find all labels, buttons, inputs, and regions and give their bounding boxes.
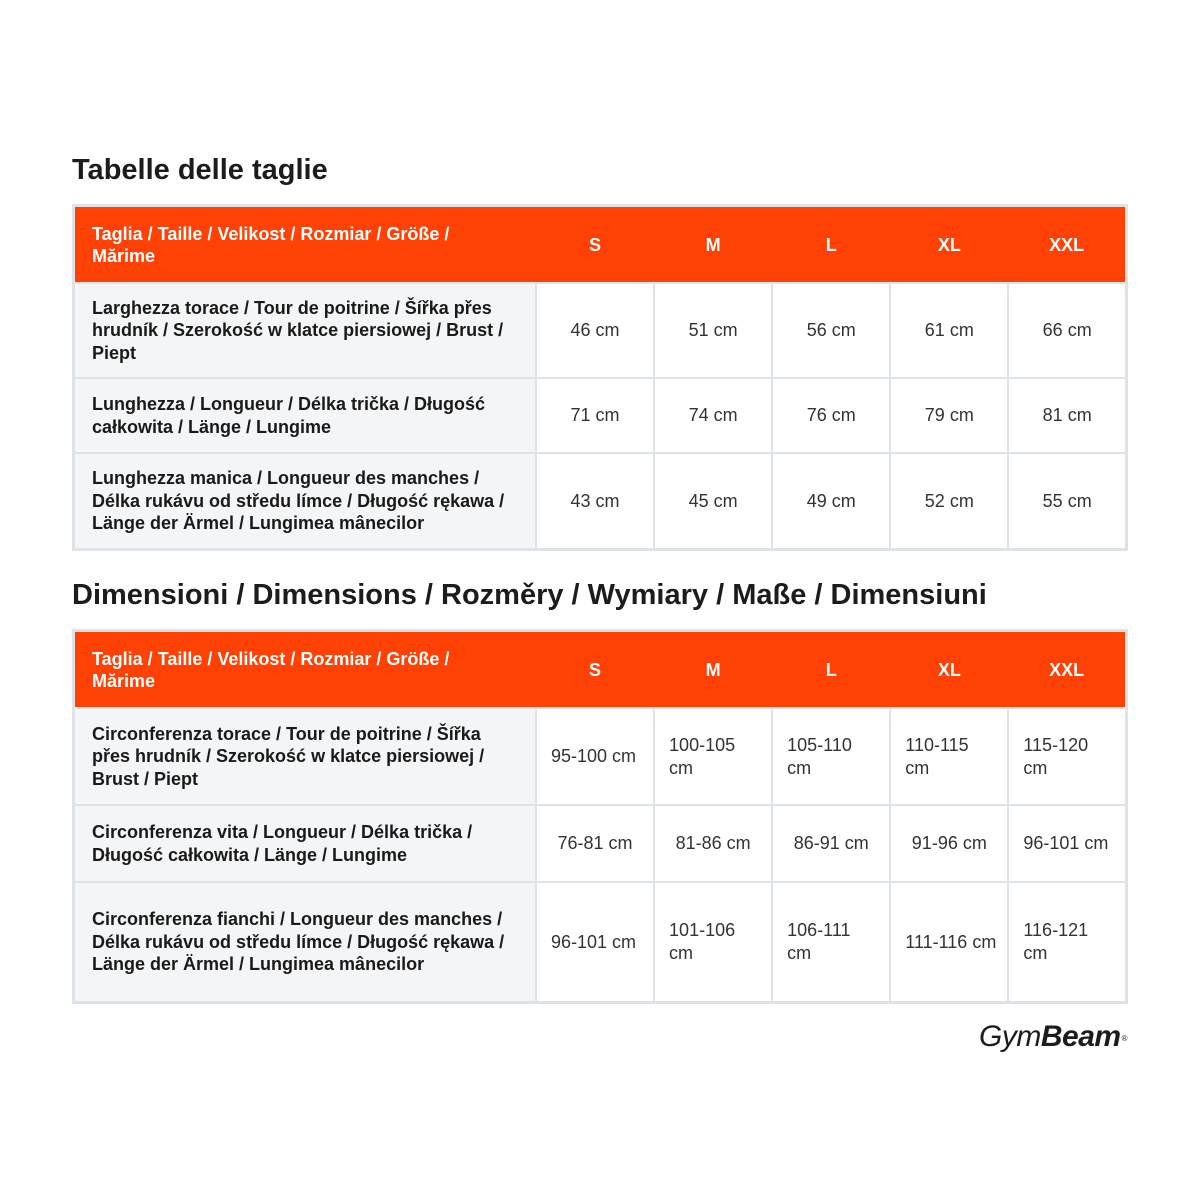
table-cell: 76-81 cm (536, 805, 654, 882)
table-cell: 111-116 cm (890, 882, 1008, 1003)
table-cell: 101-106 cm (654, 882, 772, 1003)
row-label-waist-circumference: Circonferenza vita / Longueur / Délka trička / Długość całkowita / Länge / Lungime (74, 805, 536, 882)
table-cell: 115-120 cm (1008, 708, 1126, 805)
size-header-l: L (772, 206, 890, 284)
table-cell: 74 cm (654, 378, 772, 453)
table-cell: 116-121 cm (1008, 882, 1126, 1003)
table-cell: 79 cm (890, 378, 1008, 453)
table-cell: 71 cm (536, 378, 654, 453)
logo-beam-text: Beam (1040, 1020, 1121, 1053)
table-row (74, 378, 1127, 453)
size-header-xl: XL (890, 631, 1008, 709)
table-row (74, 882, 1127, 1003)
row-label-chest-width: Larghezza torace / Tour de poitrine / Šířka přes hrudník / Szerokość w klatce piersiowej / Brust / Piept (74, 283, 536, 378)
table-cell: 91-96 cm (890, 805, 1008, 882)
table-cell: 105-110 cm (772, 708, 890, 805)
table-row (74, 453, 1127, 550)
table-cell: 61 cm (890, 283, 1008, 378)
table-cell: 56 cm (772, 283, 890, 378)
size-chart-title: Tabelle delle taglie (72, 154, 328, 186)
row-label-length: Lunghezza / Longueur / Délka trička / Długość całkowita / Länge / Lungime (74, 378, 536, 453)
size-header-s: S (536, 631, 654, 709)
table-cell: 43 cm (536, 453, 654, 550)
table-header-row (74, 631, 1127, 709)
size-header-m: M (654, 631, 772, 709)
table-cell: 66 cm (1008, 283, 1126, 378)
size-header-xxl: XXL (1008, 631, 1126, 709)
size-header-xxl: XXL (1008, 206, 1126, 284)
size-header-l: L (772, 631, 890, 709)
size-chart-table (72, 204, 1128, 551)
dimensions-title: Dimensioni / Dimensions / Rozměry / Wymiary / Maße / Dimensiuni (72, 579, 987, 611)
table-cell: 95-100 cm (536, 708, 654, 805)
table-cell: 81 cm (1008, 378, 1126, 453)
row-label-sleeve-length: Lunghezza manica / Longueur des manches / Délka rukávu od středu límce / Długość rękawa / Länge der Ärmel / Lungimea mânecilor (74, 453, 536, 550)
table-cell: 110-115 cm (890, 708, 1008, 805)
size-header-xl: XL (890, 206, 1008, 284)
table-cell: 51 cm (654, 283, 772, 378)
registered-mark: ® (1121, 1034, 1127, 1043)
gymbeam-logo (979, 1020, 1127, 1054)
dimensions-table (72, 629, 1128, 1004)
size-header-label: Taglia / Taille / Velikost / Rozmiar / Größe / Mărime (74, 631, 536, 709)
table-cell: 52 cm (890, 453, 1008, 550)
table-cell: 46 cm (536, 283, 654, 378)
table-cell: 96-101 cm (1008, 805, 1126, 882)
table-row (74, 805, 1127, 882)
table-cell: 96-101 cm (536, 882, 654, 1003)
size-header-label: Taglia / Taille / Velikost / Rozmiar / Größe / Mărime (74, 206, 536, 284)
table-row (74, 708, 1127, 805)
size-header-m: M (654, 206, 772, 284)
table-cell: 55 cm (1008, 453, 1126, 550)
row-label-hip-circumference: Circonferenza fianchi / Longueur des manches / Délka rukávu od středu límce / Długość rękawa / Länge der Ärmel / Lungimea mânecilor (74, 882, 536, 1003)
table-cell: 49 cm (772, 453, 890, 550)
size-header-s: S (536, 206, 654, 284)
table-cell: 106-111 cm (772, 882, 890, 1003)
table-row (74, 283, 1127, 378)
table-cell: 100-105 cm (654, 708, 772, 805)
table-cell: 86-91 cm (772, 805, 890, 882)
row-label-chest-circumference: Circonferenza torace / Tour de poitrine / Šířka přes hrudník / Szerokość w klatce piersiowej / Brust / Piept (74, 708, 536, 805)
table-cell: 81-86 cm (654, 805, 772, 882)
table-cell: 45 cm (654, 453, 772, 550)
logo-gym-text: Gym (979, 1020, 1041, 1053)
table-cell: 76 cm (772, 378, 890, 453)
table-header-row (74, 206, 1127, 284)
